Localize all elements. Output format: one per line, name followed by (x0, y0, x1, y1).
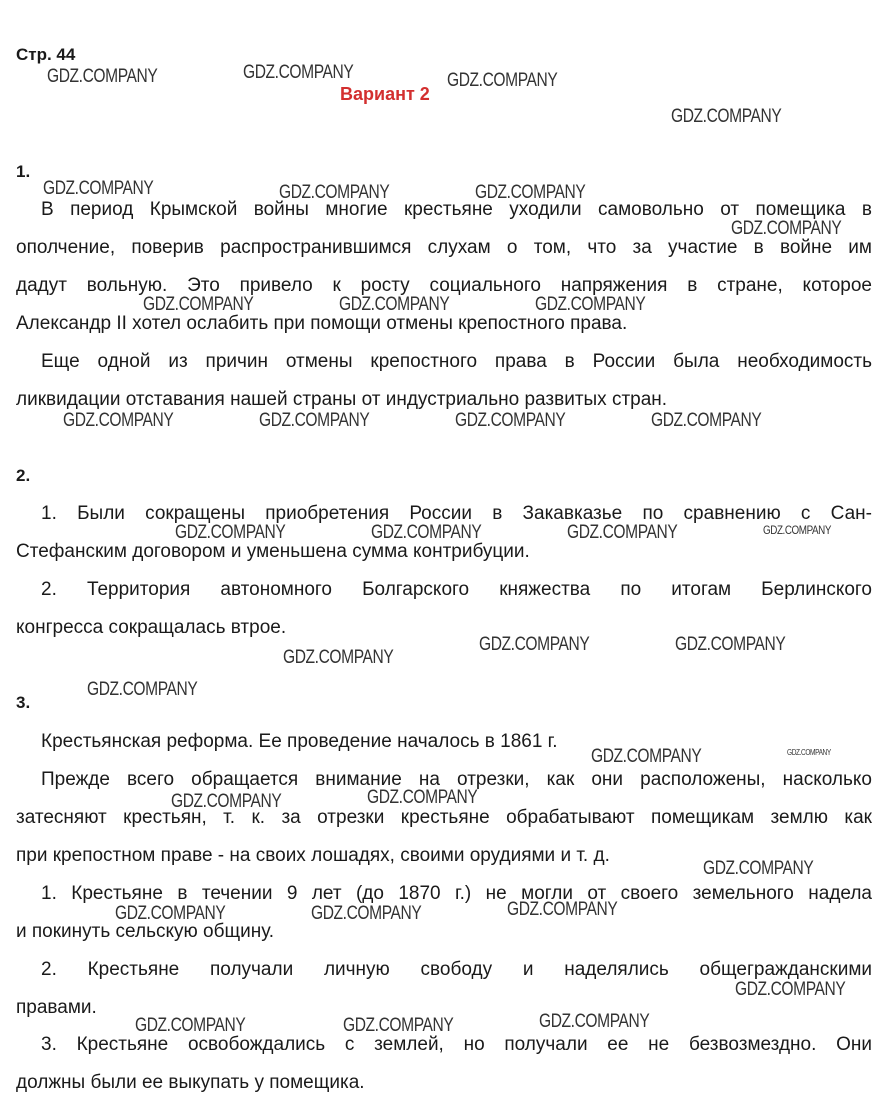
text-line: ополчение, поверив распространившимся слухам о том, что за участие в войне им (16, 237, 872, 258)
watermark: GDZ.COMPANY (115, 903, 226, 924)
watermark: GDZ.COMPANY (535, 294, 646, 315)
watermark: GDZ.COMPANY (455, 410, 566, 431)
text-line: Крестьянская реформа. Ее проведение началось в 1861 г. (41, 731, 558, 752)
watermark: GDZ.COMPANY (703, 858, 814, 879)
text-line: 1. Крестьяне в течении 9 лет (до 1870 г.) не могли от своего земельного надела (41, 883, 872, 904)
watermark: GDZ.COMPANY (671, 106, 782, 127)
watermark: GDZ.COMPANY (171, 791, 282, 812)
watermark: GDZ.COMPANY (135, 1015, 246, 1036)
text-line: конгресса сокращалась втрое. (16, 617, 287, 638)
text-line: 2. Крестьяне получали личную свободу и наделялись общегражданскими (41, 959, 872, 980)
section-number: 2. (16, 466, 31, 485)
watermark: GDZ.COMPANY (675, 634, 786, 655)
text-line: 3. Крестьяне освобождались с землей, но получали ее не безвозмездно. Они (41, 1034, 872, 1055)
watermark: GDZ.COMPANY (651, 410, 762, 431)
watermark: GDZ.COMPANY (143, 294, 254, 315)
section-number: 1. (16, 162, 31, 181)
section-number: 3. (16, 693, 31, 712)
page-number: Стр. 44 (16, 45, 76, 64)
watermark: GDZ.COMPANY (371, 522, 482, 543)
watermark: GDZ.COMPANY (311, 903, 422, 924)
watermark: GDZ.COMPANY (63, 410, 174, 431)
watermark: GDZ.COMPANY (763, 523, 832, 537)
watermark: GDZ.COMPANY (735, 979, 846, 1000)
text-line: Александр II хотел ослабить при помощи отмены крепостного права. (16, 313, 628, 334)
watermark: GDZ.COMPANY (567, 522, 678, 543)
text-line: при крепостном праве - на своих лошадях, своими орудиями и т. д. (16, 845, 610, 866)
watermark: GDZ.COMPANY (47, 66, 158, 87)
watermark: GDZ.COMPANY (447, 70, 558, 91)
watermark: GDZ.COMPANY (243, 62, 354, 83)
text-line: дадут вольную. Это привело к росту социального напряжения в стране, которое (16, 275, 872, 296)
text-line: Прежде всего обращается внимание на отрезки, как они расположены, насколько (41, 769, 872, 790)
text-line: правами. (16, 997, 97, 1018)
watermark: GDZ.COMPANY (87, 679, 198, 700)
text-line: ликвидации отставания нашей страны от индустриально развитых стран. (16, 389, 668, 410)
text-line: 1. Были сокращены приобретения России в Закавказье по сравнению с Сан- (41, 503, 872, 524)
text-line: В период Крымской войны многие крестьяне уходили самовольно от помещика в (41, 199, 872, 220)
watermark: GDZ.COMPANY (731, 218, 842, 239)
watermark: GDZ.COMPANY (259, 410, 370, 431)
watermark: GDZ.COMPANY (279, 182, 390, 203)
variant-heading: Вариант 2 (340, 84, 430, 104)
watermark: GDZ.COMPANY (539, 1011, 650, 1032)
text-line: и покинуть сельскую общину. (16, 921, 275, 942)
watermark: GDZ.COMPANY (479, 634, 590, 655)
watermark: GDZ.COMPANY (283, 647, 394, 668)
watermark: GDZ.COMPANY (367, 787, 478, 808)
watermark: GDZ.COMPANY (787, 748, 831, 757)
text-line: затесняют крестьян, т. к. за отрезки крестьяне обрабатывают помещикам землю как (16, 807, 872, 828)
watermark: GDZ.COMPANY (339, 294, 450, 315)
text-line: Стефанским договором и уменьшена сумма контрибуции. (16, 541, 530, 562)
text-line: Еще одной из причин отмены крепостного права в России была необходимость (41, 351, 872, 372)
watermark: GDZ.COMPANY (175, 522, 286, 543)
watermark: GDZ.COMPANY (475, 182, 586, 203)
watermark: GDZ.COMPANY (507, 899, 618, 920)
watermark: GDZ.COMPANY (43, 178, 154, 199)
text-line: 2. Территория автономного Болгарского княжества по итогам Берлинского (41, 579, 872, 600)
watermark: GDZ.COMPANY (591, 746, 702, 767)
watermark: GDZ.COMPANY (343, 1015, 454, 1036)
text-line: должны были ее выкупать у помещика. (16, 1072, 365, 1093)
